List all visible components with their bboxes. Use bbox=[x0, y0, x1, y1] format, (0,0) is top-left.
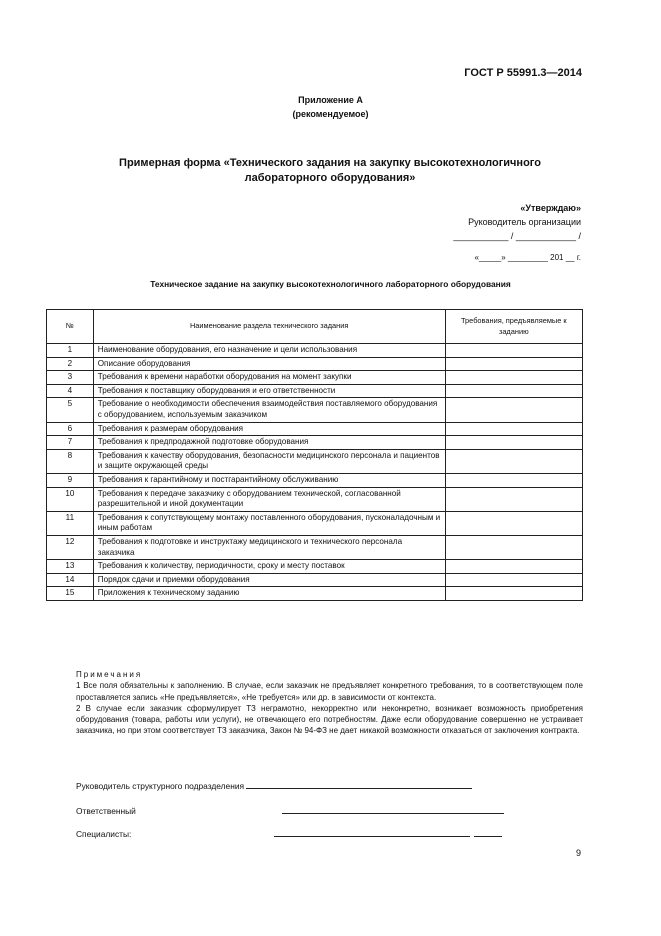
row-requirement-cell[interactable] bbox=[445, 449, 582, 473]
table-row bbox=[47, 398, 583, 422]
row-number: 9 bbox=[47, 473, 94, 487]
row-requirement-cell[interactable] bbox=[445, 573, 582, 587]
row-number: 4 bbox=[47, 384, 94, 398]
row-requirement-cell[interactable] bbox=[445, 473, 582, 487]
row-requirement-cell[interactable] bbox=[445, 560, 582, 574]
table-row bbox=[47, 371, 583, 385]
signature-specialists-line[interactable] bbox=[274, 828, 470, 837]
header-section: Наименование раздела технического задания bbox=[93, 310, 445, 344]
table-header-row bbox=[47, 310, 583, 344]
row-section: Требования к предпродажной подготовке оборудования bbox=[93, 436, 445, 450]
row-number: 5 bbox=[47, 398, 94, 422]
table-row bbox=[47, 449, 583, 473]
row-requirement-cell[interactable] bbox=[445, 371, 582, 385]
signature-head-label: Руководитель структурного подразделения bbox=[76, 781, 245, 791]
row-number: 7 bbox=[47, 436, 94, 450]
row-requirement-cell[interactable] bbox=[445, 357, 582, 371]
row-section: Требования к передаче заказчику с оборудованием технической, согласованной разрешительной и иной документации bbox=[93, 487, 445, 511]
row-requirement-cell[interactable] bbox=[445, 587, 582, 601]
row-number: 2 bbox=[47, 357, 94, 371]
table-row bbox=[47, 473, 583, 487]
row-number: 6 bbox=[47, 422, 94, 436]
row-section: Порядок сдачи и приемки оборудования bbox=[93, 573, 445, 587]
notes-heading: Примечания bbox=[76, 670, 143, 679]
row-number: 11 bbox=[47, 511, 94, 535]
table-row bbox=[47, 344, 583, 358]
row-section: Требования к сопутствующему монтажу поставленного оборудования, пусконаладочным и иным работам bbox=[93, 511, 445, 535]
row-section: Требования к времени наработки оборудования на момент закупки bbox=[93, 371, 445, 385]
appendix-subtitle: (рекомендуемое) bbox=[292, 109, 369, 119]
row-requirement-cell[interactable] bbox=[445, 511, 582, 535]
approval-label: «Утверждаю» bbox=[520, 203, 581, 213]
table-row bbox=[47, 573, 583, 587]
row-section: Требования к размерам оборудования bbox=[93, 422, 445, 436]
table-row bbox=[47, 357, 583, 371]
note-1: 1 Все поля обязательны к заполнению. В случае, если заказчик не предъявляет конкретного требования, то в соответствующем поле проставляется запись «Не предъявляется», «Не требуется» или др. в зависимости от контекста. bbox=[76, 681, 583, 702]
row-number: 12 bbox=[47, 535, 94, 559]
notes-block bbox=[76, 669, 583, 737]
row-section: Описание оборудования bbox=[93, 357, 445, 371]
signature-head-line[interactable] bbox=[246, 780, 472, 789]
standard-number: ГОСТ Р 55991.3—2014 bbox=[464, 67, 582, 79]
table-row bbox=[47, 511, 583, 535]
table-row bbox=[47, 422, 583, 436]
appendix-title: Приложение А bbox=[298, 95, 363, 105]
row-requirement-cell[interactable] bbox=[445, 535, 582, 559]
signature-specialists-label: Специалисты: bbox=[76, 829, 132, 839]
header-number: № bbox=[47, 310, 94, 344]
signature-responsible-line[interactable] bbox=[282, 805, 504, 814]
row-requirement-cell[interactable] bbox=[445, 344, 582, 358]
table-row bbox=[47, 384, 583, 398]
row-number: 8 bbox=[47, 449, 94, 473]
signature-responsible-label: Ответственный bbox=[76, 806, 136, 816]
row-section: Требования к количеству, периодичности, сроку и месту поставок bbox=[93, 560, 445, 574]
form-title-line2: лабораторного оборудования» bbox=[244, 172, 416, 184]
row-section: Требования к качеству оборудования, безопасности медицинского персонала и пациентов и защите окружающей среды bbox=[93, 449, 445, 473]
row-section: Наименование оборудования, его назначение и цели использования bbox=[93, 344, 445, 358]
approval-sign-line: ___________ / ____________ / bbox=[453, 231, 581, 241]
row-section: Требование о необходимости обеспечения взаимодействия поставляемого оборудования с оборудованием, используемым заказчиком bbox=[93, 398, 445, 422]
table-row bbox=[47, 587, 583, 601]
row-requirement-cell[interactable] bbox=[445, 398, 582, 422]
row-requirement-cell[interactable] bbox=[445, 487, 582, 511]
table-title: Техническое задание на закупку высокотехнологичного лабораторного оборудования bbox=[150, 279, 511, 289]
row-number: 15 bbox=[47, 587, 94, 601]
approval-date-line: «_____» _________ 201 __ г. bbox=[474, 253, 581, 262]
row-section: Требования к подготовке и инструктажу медицинского и технического персонала заказчика bbox=[93, 535, 445, 559]
row-number: 10 bbox=[47, 487, 94, 511]
table-row bbox=[47, 487, 583, 511]
signature-specialists bbox=[76, 828, 502, 839]
row-requirement-cell[interactable] bbox=[445, 422, 582, 436]
row-number: 3 bbox=[47, 371, 94, 385]
note-2: 2 В случае если заказчик сформулирует ТЗ неграмотно, некорректно или неконкретно, возникает возможность приобретения оборудования (товара, работы или услуги), не отвечающего его потребностям. Даже если оборудование совершенно не устраивает заказчика, но при этом соответствует ТЗ заказчика, Закон № 94-ФЗ не дает никакой возможности отказаться от заключения контракта. bbox=[76, 703, 583, 736]
table-row bbox=[47, 560, 583, 574]
row-section: Требования к поставщику оборудования и его ответственности bbox=[93, 384, 445, 398]
row-requirement-cell[interactable] bbox=[445, 436, 582, 450]
page-number: 9 bbox=[575, 848, 581, 858]
appendix-heading bbox=[0, 93, 661, 121]
signature-responsible bbox=[76, 805, 504, 816]
table-row bbox=[47, 436, 583, 450]
row-number: 1 bbox=[47, 344, 94, 358]
row-requirement-cell[interactable] bbox=[445, 384, 582, 398]
header-requirements: Требования, предъявляемые к заданию bbox=[445, 310, 582, 344]
table-row bbox=[47, 535, 583, 559]
row-section: Приложения к техническому заданию bbox=[93, 587, 445, 601]
approval-position: Руководитель организации bbox=[468, 217, 581, 227]
requirements-table bbox=[46, 309, 583, 601]
form-title-line1: Примерная форма «Технического задания на закупку высокотехнологичного bbox=[119, 157, 541, 169]
signature-specialists-line-2[interactable] bbox=[474, 828, 502, 837]
row-section: Требования к гарантийному и постгарантийному обслуживанию bbox=[93, 473, 445, 487]
approval-block bbox=[453, 201, 581, 243]
row-number: 13 bbox=[47, 560, 94, 574]
row-number: 14 bbox=[47, 573, 94, 587]
signature-head bbox=[76, 780, 472, 791]
form-title bbox=[80, 156, 580, 186]
